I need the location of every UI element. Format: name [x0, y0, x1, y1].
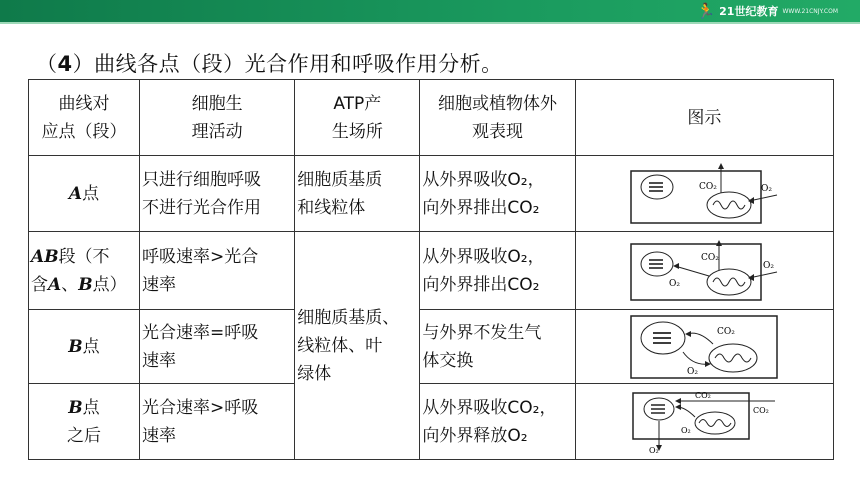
cell-activity: 光合速率=呼吸 速率 — [139, 310, 294, 384]
cell-diagram — [575, 384, 833, 460]
brand-logo — [696, 2, 838, 20]
diagram-b — [629, 314, 779, 380]
header-activity: 细胞生 理活动 — [139, 80, 294, 156]
diagram-after-o2-outer: O₂ — [649, 445, 660, 455]
table-row — [29, 156, 834, 232]
diagram-ab-o2-outer: O₂ — [763, 260, 775, 271]
cell-activity: 呼吸速率>光合 速率 — [139, 232, 294, 310]
brand-logo-url: WWW.21CNJY.COM — [782, 7, 838, 15]
brand-logo-text: 21世纪教育 — [719, 5, 779, 18]
analysis-table — [28, 79, 834, 460]
diagram-ab — [629, 238, 779, 304]
cell-activity: 只进行细胞呼吸 不进行光合作用 — [139, 156, 294, 232]
header-diagram: 图示 — [575, 80, 833, 156]
cell-diagram — [575, 232, 833, 310]
top-banner-stripe — [0, 22, 860, 24]
diagram-ab-co2: CO₂ — [701, 252, 720, 263]
cell-appearance: 从外界吸收O₂， 向外界排出CO₂ — [420, 156, 575, 232]
diagram-after-o2-inner: O₂ — [681, 425, 692, 435]
diagram-ab-o2-inner: O₂ — [669, 278, 681, 289]
cell-atp-merged: 细胞质基质、 线粒体、叶 绿体 — [295, 232, 420, 460]
header-atp: ATP产 生场所 — [295, 80, 420, 156]
cell-diagram — [575, 310, 833, 384]
diagram-b-co2: CO₂ — [717, 326, 736, 337]
cell-point: B点 之后 — [29, 384, 140, 460]
cell-point: A点 — [29, 156, 140, 232]
table-row — [29, 232, 834, 310]
cell-appearance: 从外界吸收O₂， 向外界排出CO₂ — [420, 232, 575, 310]
cell-appearance: 与外界不发生气 体交换 — [420, 310, 575, 384]
table-header-row — [29, 80, 834, 156]
page-title: （4）曲线各点（段）光合作用和呼吸作用分析。 — [36, 52, 503, 76]
cell-activity: 光合速率>呼吸 速率 — [139, 384, 294, 460]
diagram-b-o2: O₂ — [687, 366, 699, 377]
title-number: 4 — [57, 52, 73, 76]
cell-atp: 细胞质基质 和线粒体 — [295, 156, 420, 232]
diagram-after-b — [629, 389, 779, 455]
header-point: 曲线对 应点（段） — [29, 80, 140, 156]
table-row — [29, 384, 834, 460]
table-row — [29, 310, 834, 384]
cell-appearance: 从外界吸收CO₂， 向外界释放O₂ — [420, 384, 575, 460]
diagram-a — [629, 161, 779, 227]
diagram-after-co2-inner: CO₂ — [695, 390, 712, 400]
diagram-a-o2: O₂ — [761, 183, 773, 194]
diagram-after-co2-outer: CO₂ — [753, 405, 770, 415]
cell-diagram — [575, 156, 833, 232]
cell-point: AB段（不 含A、B点） — [29, 232, 140, 310]
header-appearance: 细胞或植物体外 观表现 — [420, 80, 575, 156]
runner-icon: 🏃 — [696, 2, 716, 20]
cell-point: B点 — [29, 310, 140, 384]
diagram-a-co2: CO₂ — [699, 181, 718, 192]
